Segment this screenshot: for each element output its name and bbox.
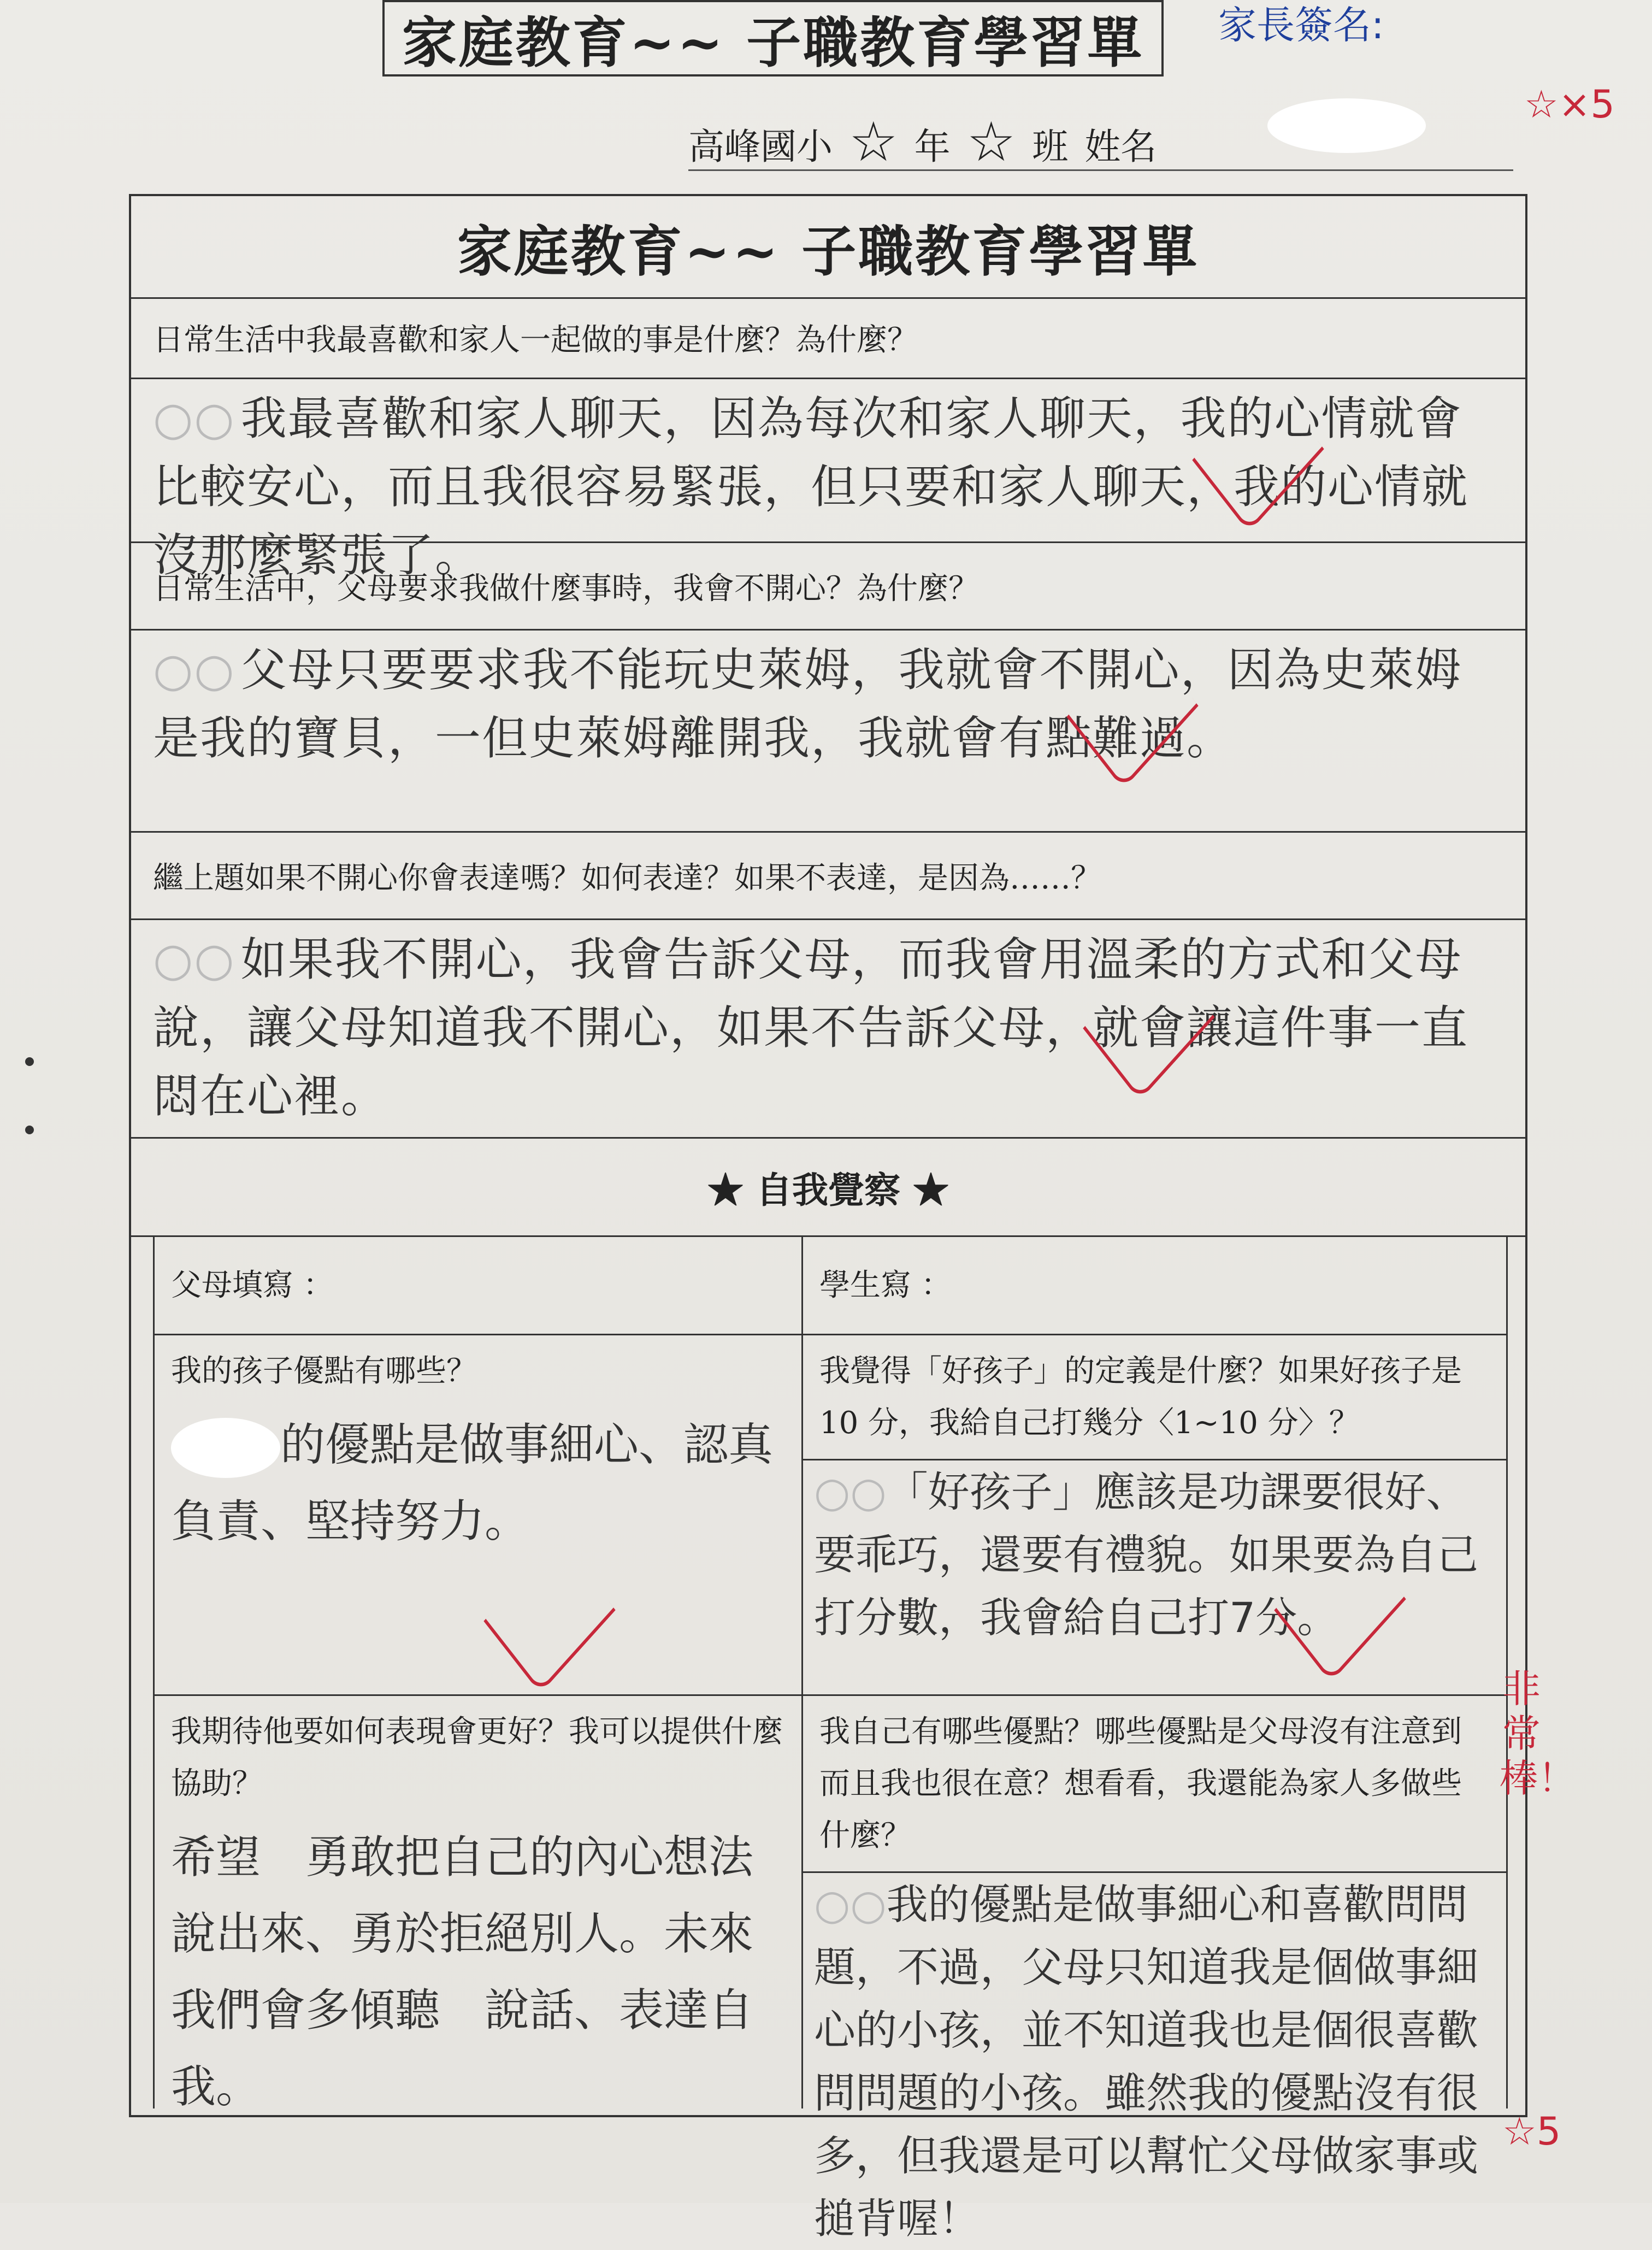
answer-1-text: 我最喜歡和家人聊天，因為每次和家人聊天，我的心情就會比較安心，而且我很容易緊張，但只要和家人聊天，我的心情就沒那麼緊張了。 — [153, 392, 1469, 582]
parent-signature-label: 家長簽名: — [1218, 3, 1384, 48]
question-2: 日常生活中，父母要求我做什麼事時，我會不開心？為什麼？ — [131, 543, 1525, 631]
grade-star-icon: ☆ — [849, 110, 898, 174]
teacher-comment: 非常棒！ — [1500, 1666, 1576, 1801]
margin-dot — [25, 1126, 34, 1134]
parent-answer-1-text: 的優點是做事細心、認真負責、堅持努力。 — [171, 1419, 774, 1547]
question-1: 日常生活中我最喜歡和家人一起做的事是什麼？為什麼？ — [131, 297, 1525, 379]
sheet-title: 家庭教育~~ 子職教育學習單 — [131, 196, 1525, 299]
student-answer-2-text: 我的優點是做事細心和喜歡問問題，不過，父母只知道我是個做事細心的小孩，並不知道我也是個很喜歡問問題的小孩。雖然我的優點沒有很多，但我還是可以幫忙父母做家事或搥背喔！ — [814, 1880, 1478, 2243]
parent-question-2: 我期待他要如何表現會更好？我可以提供什麼協助？ — [171, 1714, 783, 1801]
teacher-score-bottom: ☆5 — [1502, 2109, 1561, 2154]
worksheet-table — [129, 194, 1527, 2243]
parent-question-1: 我的孩子優點有哪些？ — [171, 1353, 477, 1389]
redacted-name: ○○ — [153, 933, 235, 986]
teacher-score-top: ☆×5 — [1524, 82, 1615, 127]
student-header: 學生寫 ： — [803, 1237, 1506, 1335]
student-question-1: 我覺得「好孩子」的定義是什麼？如果好孩子是 10 分，我給自己打幾分〈1~10 分〉？ — [803, 1335, 1506, 1460]
parent-header: 父母填寫 ： — [155, 1237, 801, 1335]
self-awareness-title: ★ 自我覺察 ★ — [131, 1139, 1525, 1237]
answer-2 — [131, 631, 1525, 833]
parent-answer-1 — [155, 1407, 801, 1560]
parent-answer-2: 希望 勇敢把自己的內心想法說出來、勇於拒絕別人。未來我們會多傾聽 說話、表達自我。 — [171, 1831, 754, 2113]
question-3: 繼上題如果不開心你會表達嗎？如何表達？如果不表達，是因為……？ — [131, 833, 1525, 920]
answer-3-text: 如果我不開心，我會告訴父母，而我會用溫柔的方式和父母說，讓父母知道我不開心，如果不告訴父母，就會讓這件事一直悶在心裡。 — [153, 933, 1469, 1123]
parent-section-1 — [155, 1335, 801, 1696]
school-name: 高峰國小 — [688, 126, 833, 168]
margin-dot — [25, 1057, 34, 1066]
class-star-icon: ☆ — [966, 110, 1016, 174]
parent-section-2 — [155, 1696, 801, 2113]
check-mark-icon — [483, 1538, 616, 1694]
redacted-name: ○○ — [153, 392, 235, 445]
redacted-name: ○○ — [814, 1880, 887, 1929]
redacted-name: ○○ — [814, 1468, 887, 1516]
redacted-name: ○○ — [153, 643, 235, 697]
student-section-1 — [803, 1335, 1506, 1696]
student-question-2: 我自己有哪些優點？哪些優點是父母沒有注意到而且我也很在意？想看看，我還能為家人多做些什麼？ — [803, 1696, 1506, 1873]
name-label: 姓名 — [1084, 126, 1157, 168]
redacted-name — [171, 1418, 280, 1478]
student-answer-1 — [803, 1460, 1506, 1649]
answer-1 — [131, 379, 1525, 582]
student-answer-1-text: 「好孩子」應該是功課要很好、要乖巧，還要有禮貌。如果要為自己打分數，我會給自己打7分。 — [814, 1468, 1478, 1642]
answer-2-text: 父母只要要求我不能玩史萊姆，我就會不開心，因為史萊姆是我的寶貝，一但史萊姆離開我，我就會有點難過。 — [153, 643, 1462, 765]
student-answer-2 — [803, 1873, 1506, 2250]
student-column — [803, 1237, 1508, 2243]
class-label: 班 — [1032, 126, 1069, 168]
redacted-name — [1267, 98, 1426, 153]
answer-3 — [131, 920, 1525, 1139]
parent-column — [153, 1237, 803, 2113]
grade-label: 年 — [914, 126, 951, 168]
page-title: 家庭教育~~ 子職教育學習單 — [382, 0, 1164, 76]
student-section-2 — [803, 1696, 1506, 2243]
